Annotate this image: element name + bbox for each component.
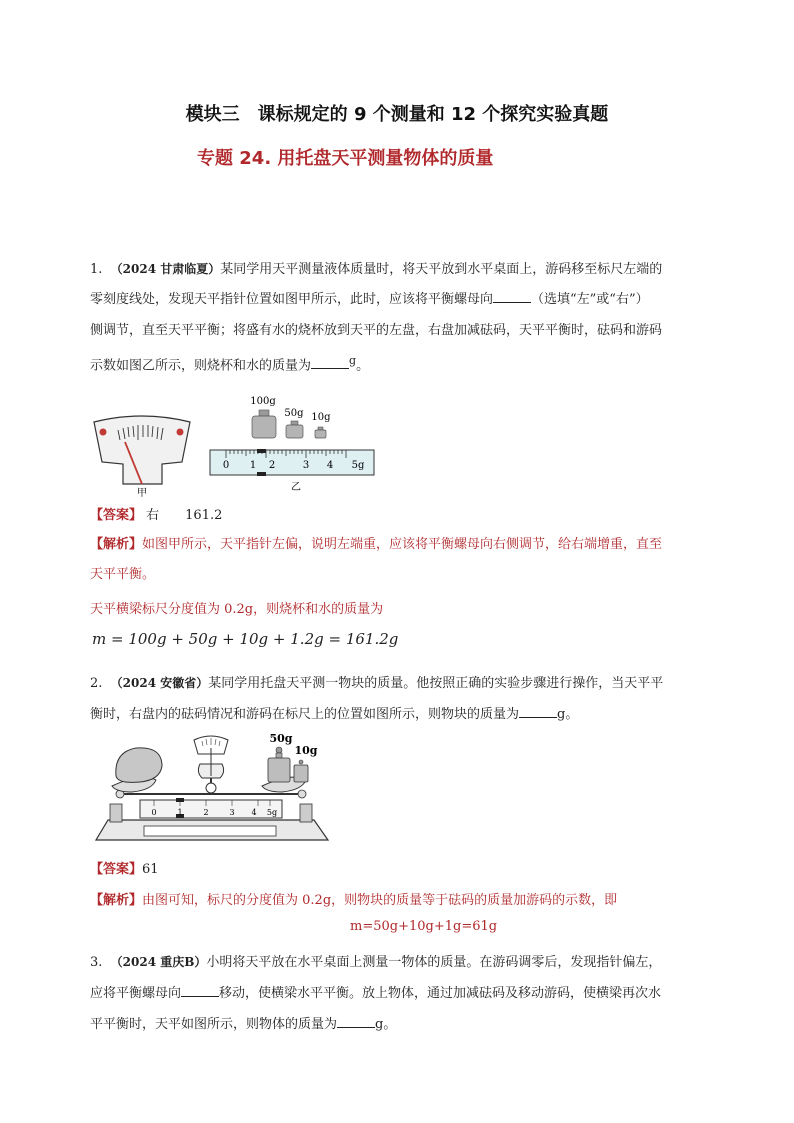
weight-100g-icon	[252, 410, 276, 438]
rider	[176, 798, 184, 802]
weights-scale-figure-yi	[206, 392, 378, 497]
svg-text:0: 0	[222, 460, 230, 471]
object-block	[116, 748, 162, 783]
svg-text:50g: 50g	[284, 408, 304, 419]
q1-line4: 示数如图乙所示，则烧杯和水的质量为 $^g$。	[90, 354, 370, 374]
svg-text:5g: 5g	[266, 808, 278, 817]
balance-figure	[92, 728, 332, 846]
svg-text:100g: 100g	[250, 396, 276, 407]
q1-analysis-3: 天平横梁标尺分度值为 0.2g，则烧杯和水的质量为	[90, 602, 384, 617]
svg-text:10g: 10g	[311, 412, 331, 423]
svg-text:0: 0	[151, 808, 157, 817]
q3-line3: 平平衡时，天平如图所示，则物体的质量为 g。	[90, 1017, 397, 1032]
q3-line1: 3. （2024 重庆B）小明将天平放在水平桌面上测量一物体的质量。在游码调零后，发现指针偏左，	[90, 955, 662, 970]
weight-50g-icon	[268, 747, 290, 782]
q1-line1: 1. （2024 甘肃临夏）某同学用天平测量液体质量时，将天平放到水平桌面上，游码移至标尺左端的	[90, 262, 663, 277]
q1-equation: m = 100g + 50g + 10g + 1.2g = 161.2g	[92, 630, 399, 648]
q1-answer: 【答案】 右 161.2	[90, 508, 223, 523]
q3-line2: 应将平衡螺母向 移动，使横梁水平平衡。放上物体，通过加减砝码及移动游码，使横梁再次水	[90, 986, 662, 1001]
svg-text:4: 4	[326, 460, 334, 471]
q2-source: （2024 安徽省）	[110, 676, 209, 690]
topic-title: 专题 24. 用托盘天平测量物体的质量	[197, 148, 494, 169]
answer-blank	[519, 705, 557, 718]
svg-text:10g: 10g	[294, 744, 318, 757]
q2-line2: 衡时，右盘内的砝码情况和游码在标尺上的位置如图所示，则物块的质量为 g。	[90, 707, 579, 722]
svg-text:甲: 甲	[137, 488, 147, 497]
q2-equation: m=50g+10g+1g=61g	[350, 919, 498, 934]
answer-blank	[181, 984, 219, 997]
rider-top	[257, 449, 266, 453]
q2-answer: 【答案】61	[90, 862, 159, 877]
q1-analysis: 【解析】如图甲所示，天平指针左偏，说明左端重，应该将平衡螺母向右侧调节，给右端增重，直至 天平平衡。	[90, 537, 663, 582]
svg-text:4: 4	[251, 808, 257, 817]
q2-line1: 2. （2024 安徽省）某同学用托盘天平测一物块的质量。他按照正确的实验步骤进行操作，当天平平	[90, 676, 664, 691]
svg-text:2: 2	[203, 808, 209, 817]
q1-source: （2024 甘肃临夏）	[110, 262, 221, 276]
weight-10g-icon	[315, 427, 326, 438]
svg-text:5g: 5g	[351, 460, 365, 471]
adjust-knob-icon	[100, 429, 107, 436]
svg-text:3: 3	[229, 808, 235, 817]
svg-text:2: 2	[268, 460, 276, 471]
svg-text:1: 1	[177, 808, 183, 817]
svg-text:乙: 乙	[291, 482, 301, 493]
q2-analysis: 【解析】由图可知，标尺的分度值为 0.2g，则物块的质量等于砝码的质量加游码的示数，即	[90, 893, 618, 908]
adjust-knob-icon	[177, 429, 184, 436]
dial-figure-jia	[90, 412, 195, 497]
weight-50g-icon	[286, 421, 303, 438]
answer-blank	[493, 290, 531, 303]
rider-bottom	[257, 472, 266, 476]
q1-line3: 侧调节，直至天平平衡；将盛有水的烧杯放到天平的左盘，右盘加减砝码，天平平衡时，砝码和游码	[90, 323, 663, 338]
svg-text:50g: 50g	[269, 732, 293, 745]
svg-text:3: 3	[302, 460, 310, 471]
svg-text:1: 1	[249, 460, 257, 471]
module-title: 模块三 课标规定的 9 个测量和 12 个探究实验真题	[185, 104, 609, 125]
answer-blank	[337, 1015, 375, 1028]
weight-10g-icon	[294, 760, 308, 782]
q3-source: （2024 重庆B）	[110, 955, 207, 969]
answer-blank	[311, 356, 349, 369]
q1-line2: 零刻度线处，发现天平指针位置如图甲所示，此时，应该将平衡螺母向 （选填“左”或“右”）	[90, 292, 649, 307]
beam-scale	[210, 450, 374, 475]
